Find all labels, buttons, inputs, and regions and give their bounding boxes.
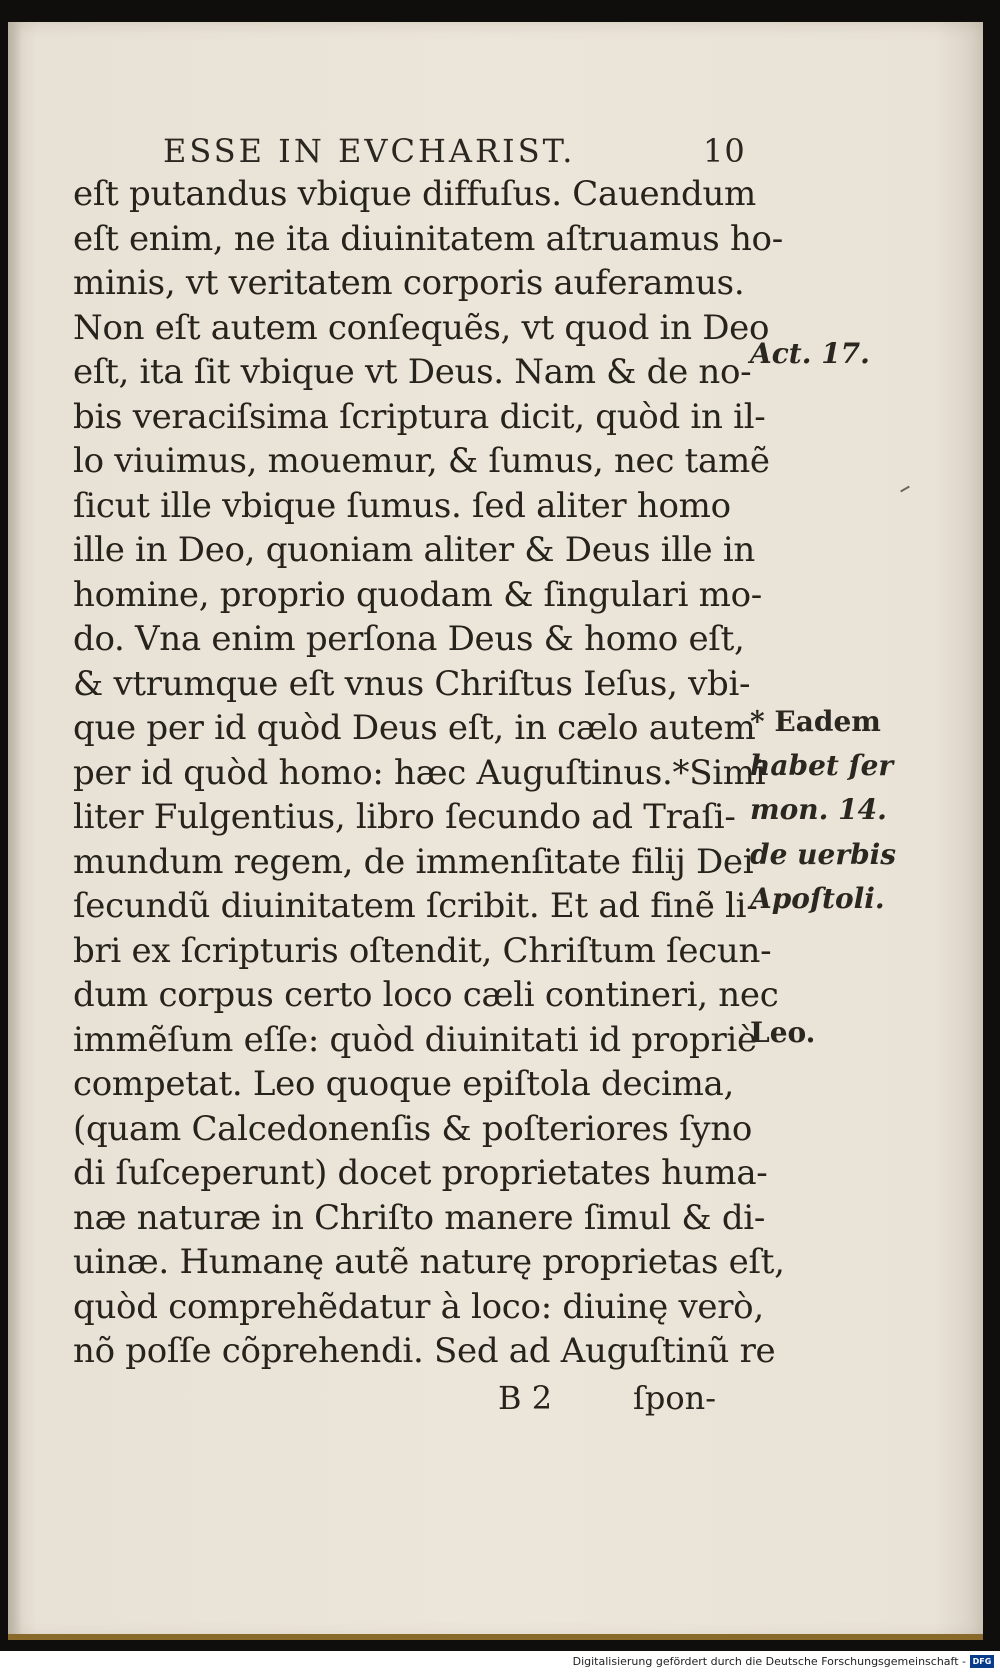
margin-note-de-uerbis: de uerbis (750, 838, 897, 871)
text-line: bis veraciſsima ſcriptura dicit, quòd in il- (73, 396, 766, 437)
text-line: nõ poſſe cõprehendi. Sed ad Auguſtinũ re (73, 1331, 776, 1371)
text-line: eſt putandus vbique diffuſus. Cauendum (73, 174, 756, 214)
text-line: que per id quòd Deus eſt, in cælo autem (73, 708, 756, 748)
text-line: & vtrumque eſt vnus Chriſtus Ieſus, vbi- (73, 663, 751, 704)
running-head: ESSE IN EVCHARIST. (163, 132, 576, 170)
text-line: ſicut ille vbique ſumus. ſed aliter homo (73, 485, 731, 526)
text-line: mundum regem, de immenſitate filij Dei (73, 841, 754, 882)
book-page (8, 22, 983, 1640)
page-text-block (73, 122, 785, 1418)
text-line: per id quòd homo: hæc Auguſtinus.*Simi (73, 752, 766, 793)
margin-note-leo: Leo. (750, 1016, 816, 1049)
margin-note-habet: habet ſer (750, 749, 894, 782)
text-line: minis, vt veritatem corporis auferamus. (73, 263, 745, 303)
text-line: ille in Deo, quoniam aliter & Deus ille in (73, 530, 756, 570)
page-footer (73, 1374, 773, 1418)
digitization-credit-bar (0, 1651, 1000, 1673)
text-line: lo viuimus, mouemur, & ſumus, nec tamẽ (73, 441, 770, 481)
text-line: ſecundũ diuinitatem ſcribit. Et ad finẽ li- (73, 886, 758, 926)
page-header (163, 122, 773, 172)
text-line: di ſuſceperunt) docet proprietates huma- (73, 1153, 768, 1193)
margin-note-act: Act. 17. (750, 337, 870, 370)
text-line: competat. Leo quoque epiſtola decima, (73, 1064, 734, 1104)
ink-mark (900, 486, 910, 493)
credit-text: Digitalisierung gefördert durch die Deutsche Forschungsgemeinschaft - (572, 1655, 966, 1668)
margin-note-mon: mon. 14. (750, 793, 887, 826)
text-line: homine, proprio quodam & ſingulari mo- (73, 574, 762, 615)
page-edge (8, 1634, 983, 1640)
margin-note-apostoli: Apoſtoli. (750, 882, 885, 915)
signature-mark: B 2 (498, 1378, 553, 1417)
margin-note-eadem: * Eadem (750, 705, 881, 738)
folio-number: 10 (703, 132, 746, 170)
text-line: eſt, ita ſit vbique vt Deus. Nam & de no- (73, 352, 752, 392)
text-line: næ naturæ in Chriſto manere ſimul & di- (73, 1197, 766, 1238)
text-line: quòd comprehẽdatur à loco: diuinę verò, (73, 1286, 764, 1327)
catchword: ſpon- (633, 1378, 717, 1417)
text-line: eſt enim, ne ita diuinitatem aſtruamus ho- (73, 218, 783, 259)
text-line: liter Fulgentius, libro ſecundo ad Traſi- (73, 797, 736, 837)
text-line: uinæ. Humanę autẽ naturę proprietas eſt, (73, 1242, 785, 1282)
text-line: bri ex ſcripturis oſtendit, Chriſtum ſecun- (73, 930, 772, 971)
text-line: dum corpus certo loco cæli contineri, nec (73, 975, 779, 1015)
page-gutter-shadow (8, 22, 22, 1640)
text-line: immẽſum eſſe: quòd diuinitati id propriè (73, 1019, 757, 1060)
dfg-logo-icon: DFG (970, 1655, 994, 1668)
text-line: Non eſt autem conſequẽs, vt quod in Deo (73, 307, 770, 348)
text-line: (quam Calcedonenſis & poſteriores ſyno (73, 1108, 753, 1149)
text-line: do. Vna enim perſona Deus & homo eſt, (73, 619, 745, 659)
